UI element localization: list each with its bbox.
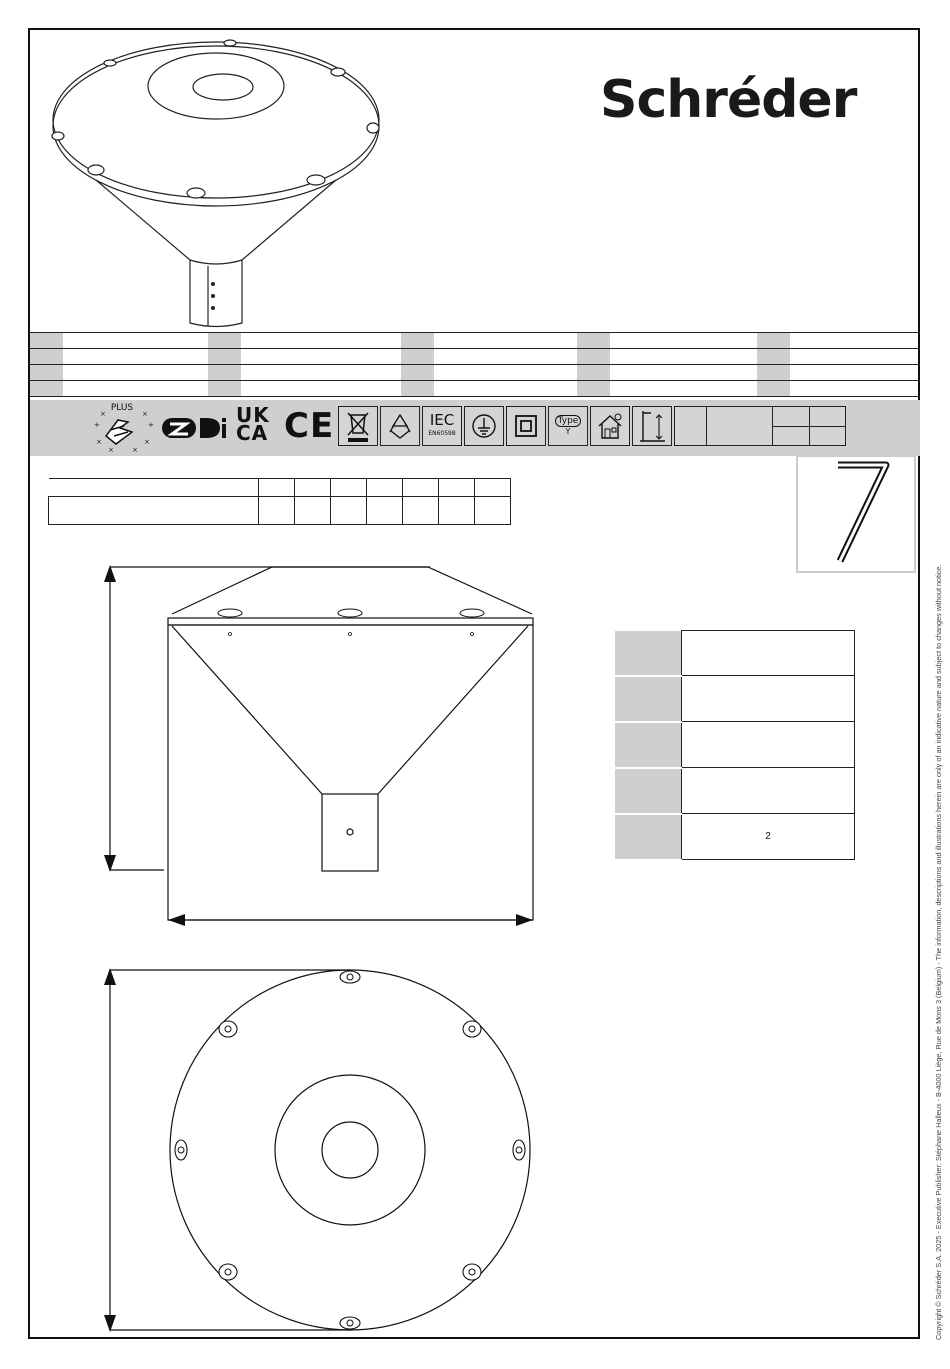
zd4i-mark-icon (160, 414, 228, 442)
specification-table (30, 332, 920, 397)
side-table-value (682, 676, 855, 722)
side-table-value (682, 631, 855, 676)
table-row (615, 676, 855, 722)
earth-ground-icon (464, 406, 504, 446)
mounting-height-icon (632, 406, 672, 446)
type-sub-label: Y (565, 427, 571, 436)
top-view-drawing (100, 962, 540, 1337)
table-row (615, 814, 855, 860)
ukca-uk-text: UK (236, 403, 270, 427)
ukca-mark (236, 403, 276, 445)
weee-crossed-bin-icon (338, 406, 378, 446)
table-row (30, 333, 920, 349)
side-table-value (682, 768, 855, 814)
table-row (615, 722, 855, 768)
table-row (49, 497, 511, 525)
recycling-icon (380, 406, 420, 446)
brand-logo: Schréder (600, 70, 857, 130)
copyright-notice: Copyright © Schréder S.A. 2025 - Executive Publisher: Stéphane Halleux - B-4000 Liège, Rue de Mons 3 (Belgium) - The information, descriptions and illustrations herein are only of an indicative nature and subject to changes without notice. (934, 564, 943, 1340)
table-row (30, 349, 920, 365)
cert-empty-box-2 (706, 406, 774, 446)
svg-text:×: × (96, 438, 102, 446)
side-table-value (682, 722, 855, 768)
enec-plus-mark-icon (88, 400, 156, 456)
number-box (796, 455, 916, 573)
svg-text:×: × (132, 446, 138, 454)
indoor-house-icon (590, 406, 630, 446)
small-data-table (48, 478, 511, 525)
cert-grid-box (772, 406, 846, 446)
ukca-ca-text: CA (236, 421, 269, 445)
dimension-info-table (615, 630, 855, 861)
table-row (30, 381, 920, 397)
class-2-insulation-icon (506, 406, 546, 446)
svg-text:+: + (94, 421, 100, 429)
side-view-drawing (100, 560, 545, 935)
cert-empty-box-1 (674, 406, 708, 446)
side-table-value: 2 (682, 814, 855, 860)
svg-text:×: × (100, 410, 106, 418)
ce-mark: CE (284, 406, 335, 446)
type-label: Type (555, 415, 582, 427)
iec-label: IEC (429, 411, 455, 429)
table-row (615, 768, 855, 814)
type-y-cable-icon (548, 406, 588, 446)
table-row (30, 365, 920, 381)
product-perspective-drawing (48, 38, 388, 333)
plus-label: PLUS (110, 403, 134, 413)
iec-symbol (422, 406, 462, 446)
certification-band (30, 400, 920, 456)
svg-text:×: × (144, 438, 150, 446)
svg-text:×: × (108, 446, 114, 454)
svg-text:×: × (142, 410, 148, 418)
box-number-digit (798, 457, 914, 571)
table-row (49, 479, 511, 497)
svg-text:+: + (148, 421, 154, 429)
table-row (615, 631, 855, 676)
iec-sub-label: EN60598 (428, 430, 456, 437)
